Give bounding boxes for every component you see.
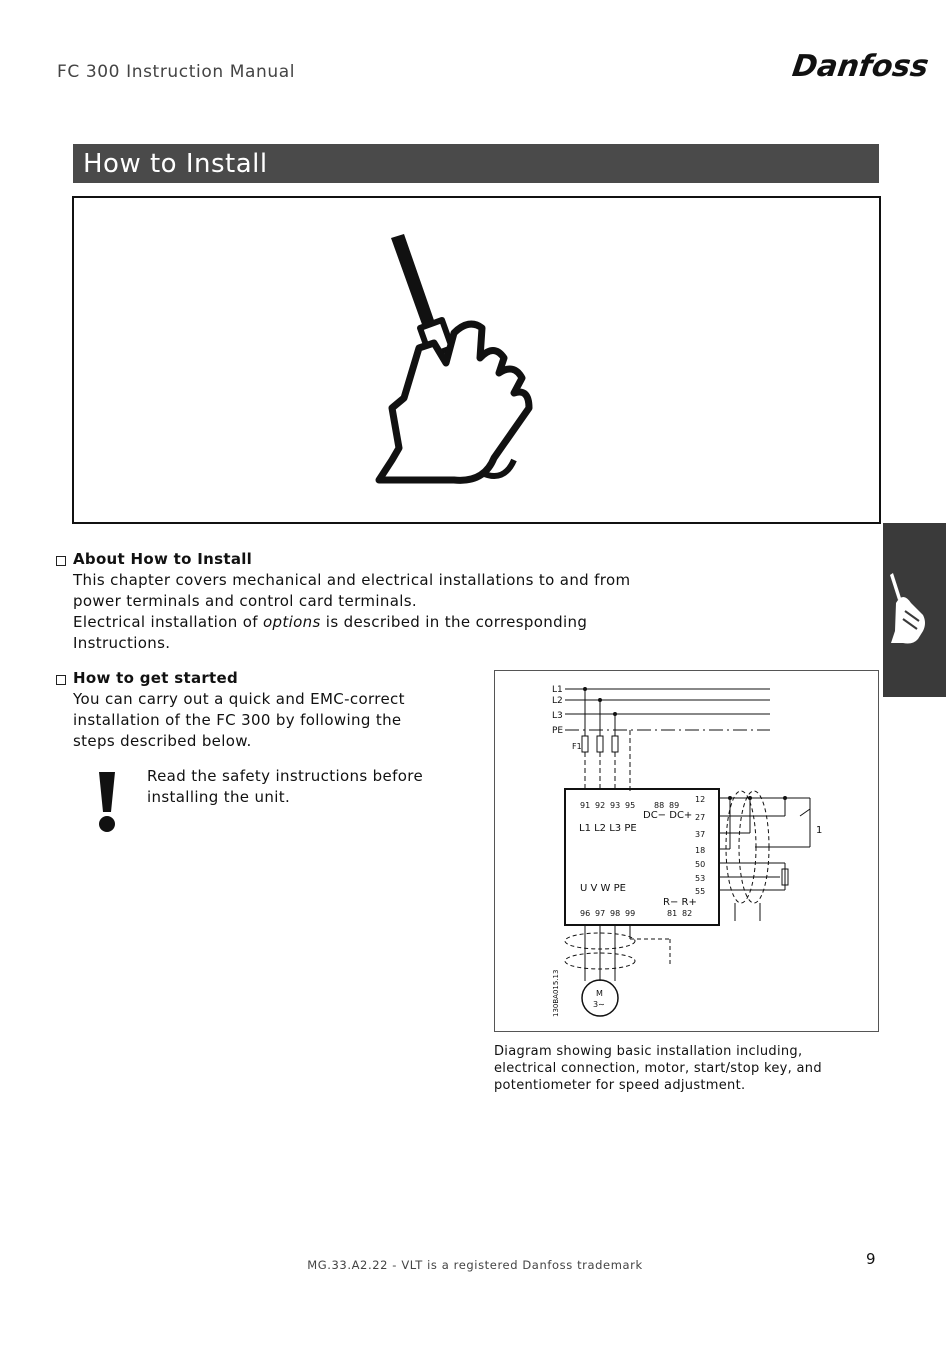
page-number: 9 bbox=[866, 1250, 876, 1268]
power-terminal: 88 bbox=[654, 801, 665, 810]
supply-label: L1 bbox=[552, 685, 563, 695]
page-footer: MG.33.A2.22 - VLT is a registered Danfoss trademark bbox=[307, 1258, 643, 1272]
power-terminal: 95 bbox=[625, 801, 636, 810]
power-terminal: 91 bbox=[580, 801, 591, 810]
power-terminal: 89 bbox=[669, 801, 680, 810]
power-terminal: 93 bbox=[610, 801, 621, 810]
exclamation-icon bbox=[92, 770, 122, 834]
brake-label: R− R+ bbox=[663, 897, 697, 908]
about-heading: About How to Install bbox=[73, 550, 253, 568]
brake-terminal: 81 bbox=[667, 909, 678, 918]
motor-sub-label: 3∼ bbox=[593, 1000, 605, 1009]
control-terminal: 53 bbox=[695, 874, 706, 883]
get-started-body: You can carry out a quick and EMC-correct installation of the FC 300 by following the steps described below. bbox=[73, 690, 405, 750]
screwdriver-hand-icon bbox=[74, 198, 879, 522]
motor-terminal: 98 bbox=[610, 909, 621, 918]
diagram-code: 130BA015.13 bbox=[552, 969, 560, 1017]
brake-terminal: 82 bbox=[682, 909, 693, 918]
control-terminal: 37 bbox=[695, 830, 706, 839]
installation-wiring-diagram bbox=[494, 670, 879, 1032]
about-line2 bbox=[73, 612, 683, 654]
diagram-caption: Diagram showing basic installation including, electrical connection, motor, start/stop key, and potentiometer for speed adjustment. bbox=[494, 1044, 822, 1093]
get-started-heading: How to get started bbox=[73, 669, 239, 687]
input-labels: L1 L2 L3 PE bbox=[579, 823, 637, 834]
supply-label: L2 bbox=[552, 696, 563, 706]
control-terminal: 50 bbox=[695, 860, 706, 869]
motor-terminal: 97 bbox=[595, 909, 606, 918]
section-bullet bbox=[56, 556, 66, 566]
danfoss-logo bbox=[790, 42, 931, 86]
motor-terminal: 99 bbox=[625, 909, 636, 918]
control-terminal: 12 bbox=[695, 795, 706, 804]
svg-text:Danfoss: Danfoss bbox=[790, 49, 931, 84]
about-line2-pre: Electrical installation of bbox=[73, 613, 263, 631]
about-line2-post: is described in the corresponding Instructions. bbox=[73, 613, 588, 652]
dc-label: DC− DC+ bbox=[643, 810, 693, 821]
start-stop-switch-label: 1 bbox=[816, 825, 823, 836]
fuse-label: F1 bbox=[572, 742, 582, 751]
power-terminal: 92 bbox=[595, 801, 606, 810]
control-terminal: 27 bbox=[695, 813, 706, 822]
about-line1: This chapter covers mechanical and electrical installations to and from power terminals and control card terminals. bbox=[73, 571, 631, 610]
supply-label: PE bbox=[552, 726, 564, 736]
motor-terminal: 96 bbox=[580, 909, 591, 918]
chapter-title: How to Install bbox=[73, 144, 879, 183]
document-title: FC 300 Instruction Manual bbox=[57, 62, 296, 82]
section-bullet bbox=[56, 675, 66, 685]
about-body bbox=[73, 570, 683, 654]
control-terminal: 55 bbox=[695, 887, 706, 896]
chapter-side-tab bbox=[883, 523, 946, 697]
chapter-illustration bbox=[72, 196, 881, 524]
control-terminal: 18 bbox=[695, 846, 706, 855]
safety-warning: Read the safety instructions before installing the unit. bbox=[147, 767, 424, 806]
screwdriver-hand-icon bbox=[883, 523, 946, 697]
options-emphasis: options bbox=[262, 613, 321, 631]
motor-terminal-labels: U V W PE bbox=[580, 883, 626, 894]
motor-label: M bbox=[596, 989, 603, 998]
supply-label: L3 bbox=[552, 711, 563, 721]
